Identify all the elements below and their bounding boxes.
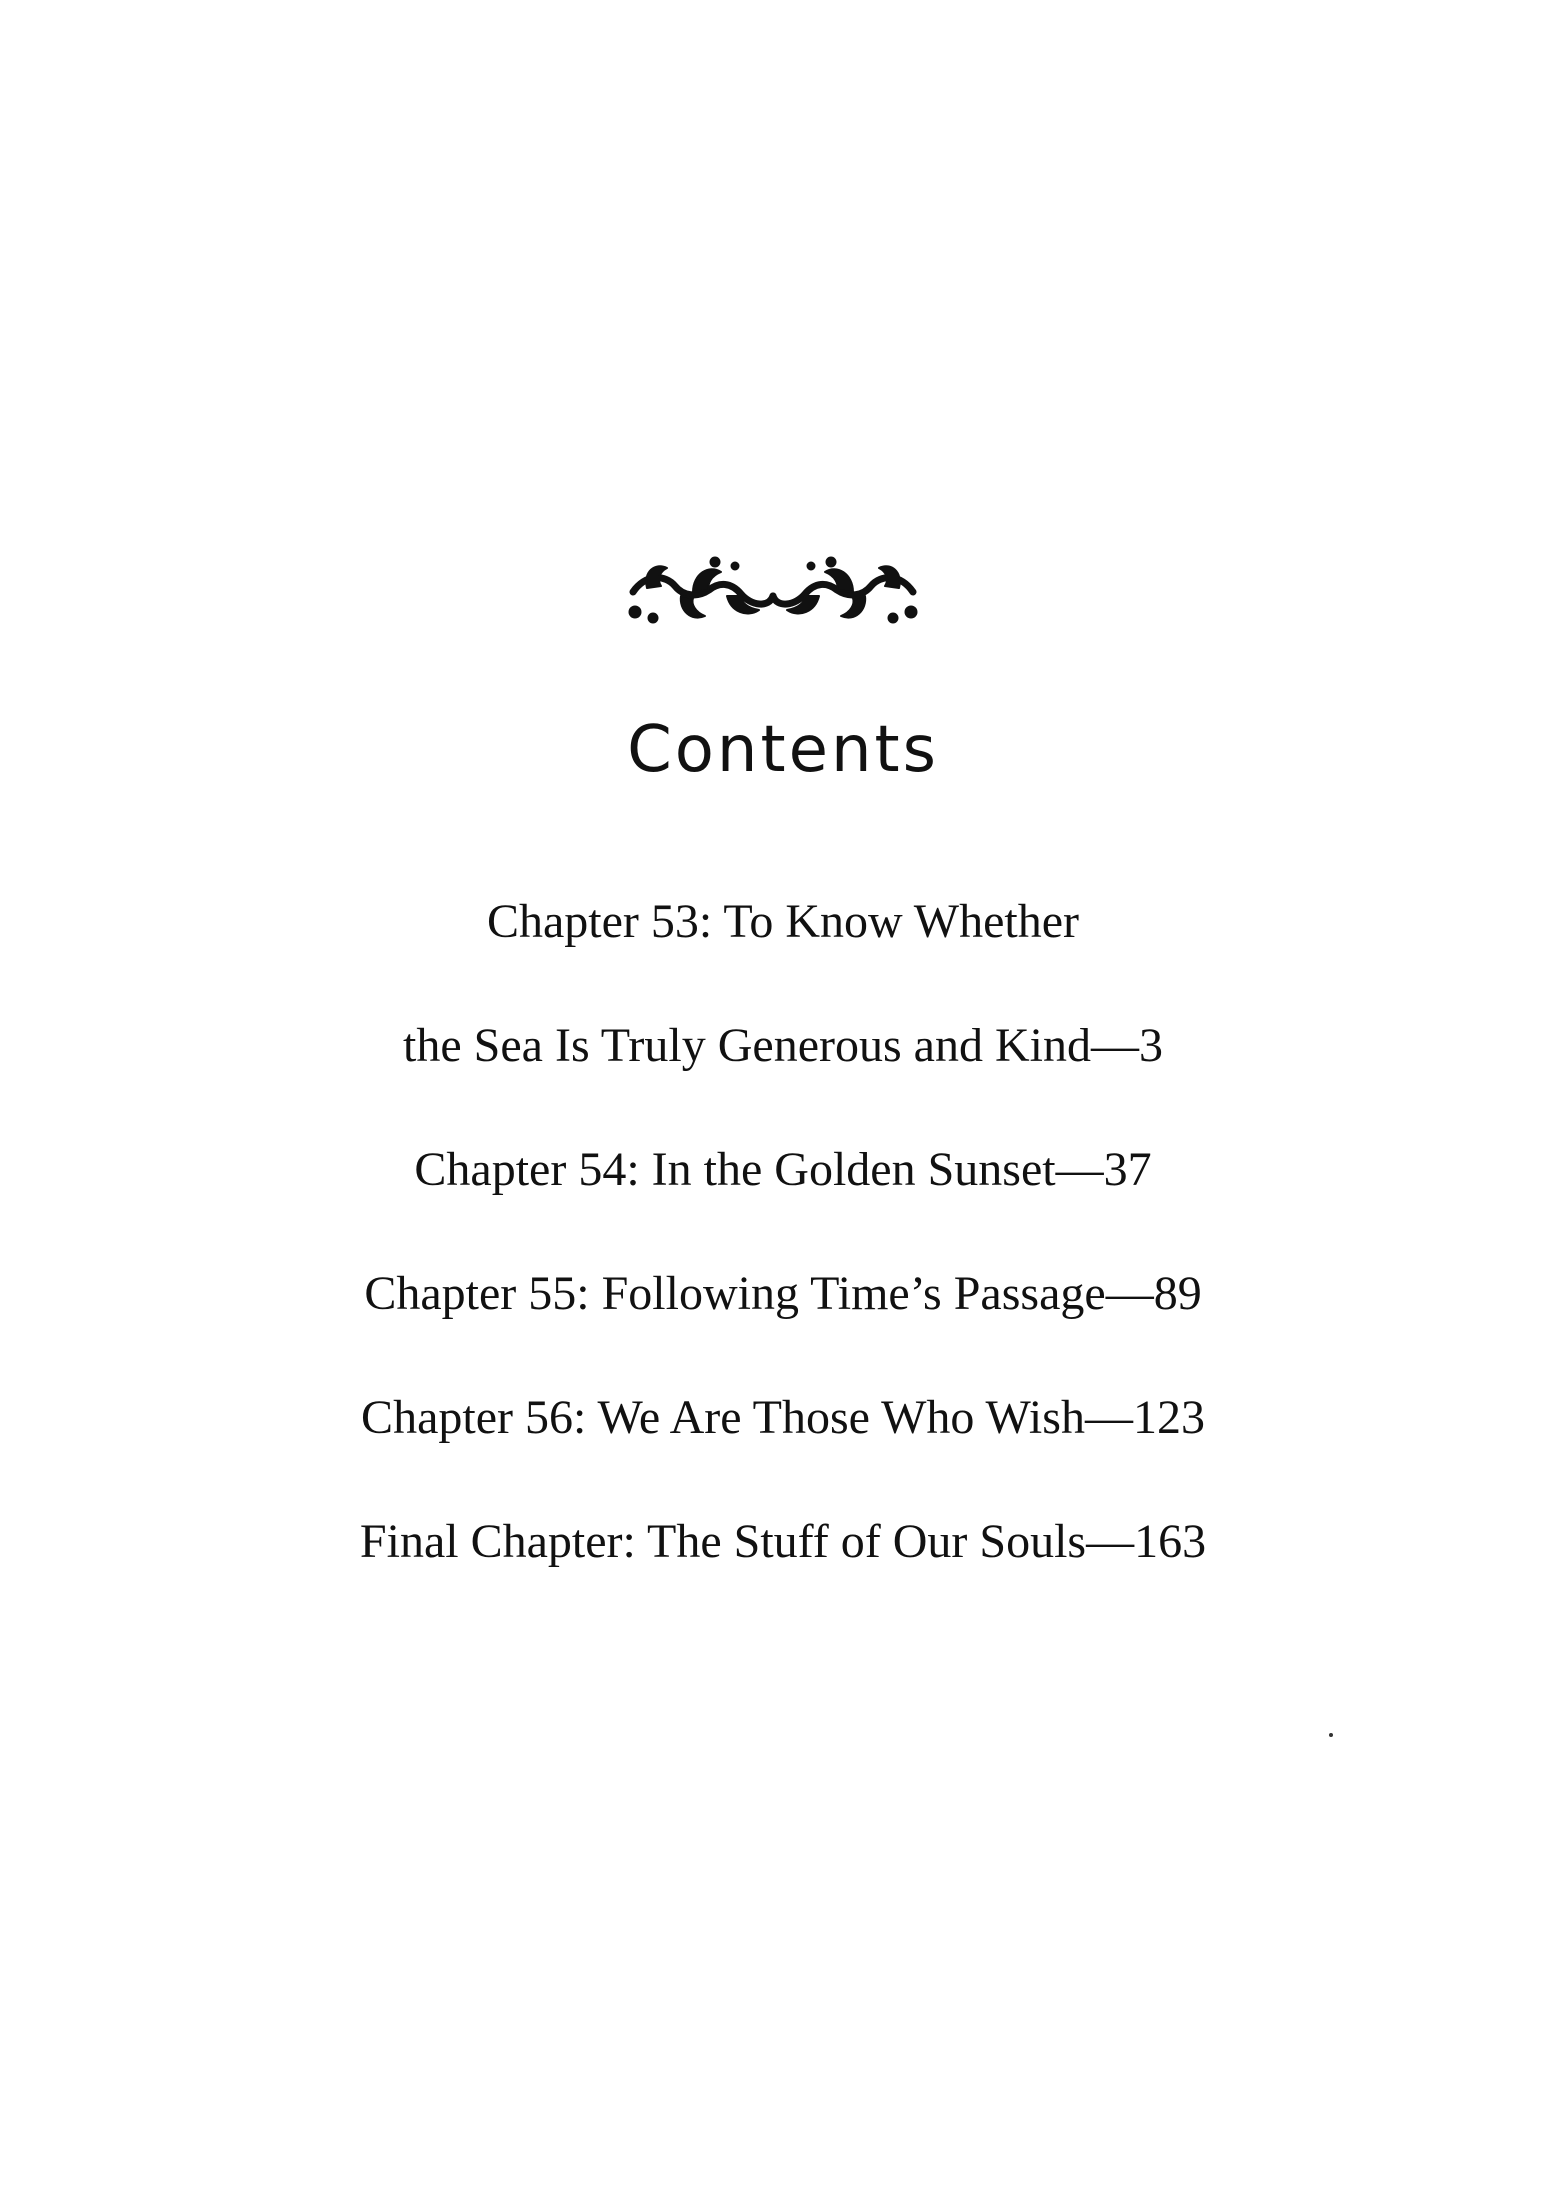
toc-line-5: Chapter 56: We Are Those Who Wish—123 (361, 1391, 1205, 1444)
floral-ornament-icon (623, 552, 923, 632)
toc-line-2: the Sea Is Truly Generous and Kind—3 (403, 1019, 1163, 1072)
contents-heading: Contents (627, 712, 939, 787)
toc-line-3: Chapter 54: In the Golden Sunset—37 (414, 1143, 1152, 1196)
table-of-contents (0, 880, 1566, 1624)
toc-line-4: Chapter 55: Following Time’s Passage—89 (364, 1267, 1202, 1320)
toc-line-1: Chapter 53: To Know Whether (486, 895, 1080, 948)
ink-speck (1329, 1733, 1333, 1737)
toc-line-6: Final Chapter: The Stuff of Our Souls—163 (359, 1515, 1207, 1568)
